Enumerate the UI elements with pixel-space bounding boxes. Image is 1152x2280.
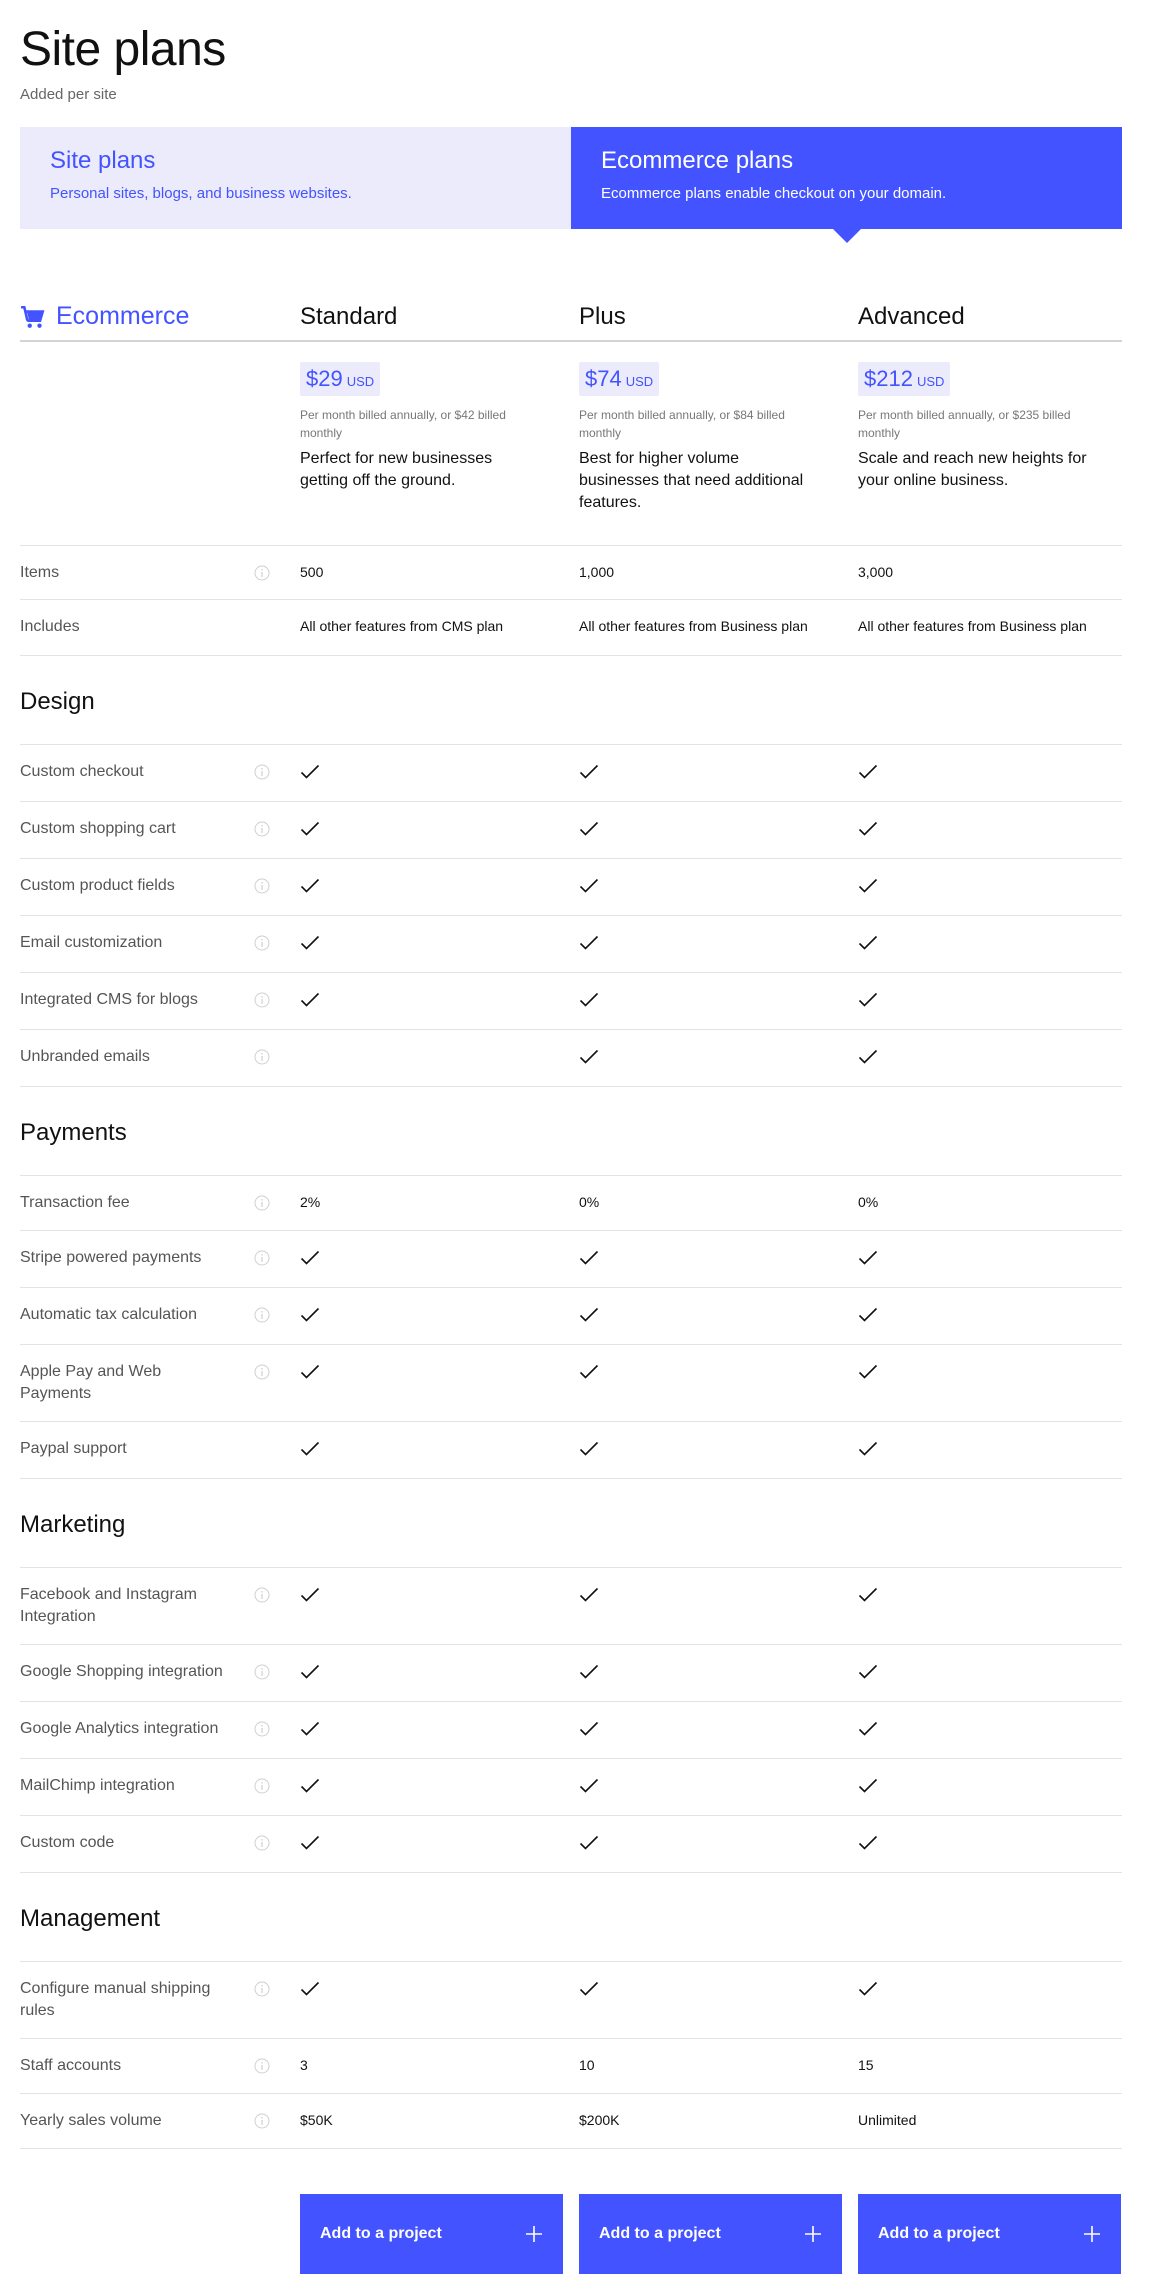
check-icon [858, 1835, 878, 1851]
check-icon [579, 878, 599, 894]
feature-label-text: Unbranded emails [20, 1048, 150, 1065]
feature-label-text: Facebook and Instagram Integration [20, 1586, 197, 1625]
check-icon [300, 1587, 320, 1603]
check-icon [579, 1835, 599, 1851]
price-amount: $74 [585, 366, 622, 391]
check-icon [300, 1981, 320, 1997]
plan-price-advanced [858, 362, 1137, 545]
check-icon [300, 1664, 320, 1680]
feature-value [300, 1978, 579, 2002]
check-icon [858, 878, 878, 894]
feature-value [300, 1247, 579, 1271]
billing-note: Per month billed annually, or $42 billed monthly [300, 408, 506, 440]
check-icon [858, 1364, 878, 1380]
feature-value: All other features from Business plan [579, 618, 808, 634]
feature-value [579, 875, 858, 899]
add-to-project-button-standard[interactable] [300, 2194, 563, 2274]
check-icon [579, 764, 599, 780]
feature-label-text: Custom code [20, 1834, 115, 1851]
feature-value [858, 818, 1137, 842]
shopping-cart-icon [20, 304, 46, 330]
feature-label-text: Paypal support [20, 1440, 127, 1457]
feature-row [20, 2039, 1122, 2094]
feature-value [579, 1304, 858, 1328]
feature-row [20, 1176, 1122, 1231]
page-title: Site plans [20, 23, 226, 76]
button-label: Add to a project [599, 2225, 721, 2242]
feature-label [20, 1438, 300, 1460]
check-icon [300, 764, 320, 780]
check-icon [858, 935, 878, 951]
plus-icon [804, 2225, 822, 2243]
active-tab-arrow [833, 229, 861, 243]
feature-value: Unlimited [858, 2112, 917, 2128]
info-icon[interactable] [254, 1778, 270, 1794]
check-icon [858, 1664, 878, 1680]
check-icon [858, 1049, 878, 1065]
check-icon [858, 1778, 878, 1794]
feature-value [858, 1718, 1137, 1742]
info-icon[interactable] [254, 2113, 270, 2129]
feature-value [300, 932, 579, 956]
feature-value [858, 1584, 1137, 1608]
feature-label-text: Includes [20, 618, 80, 635]
button-label: Add to a project [320, 2225, 442, 2242]
info-icon[interactable] [254, 1364, 270, 1380]
check-icon [858, 1981, 878, 1997]
check-icon [858, 1721, 878, 1737]
feature-row [20, 802, 1122, 859]
feature-value [858, 1361, 1137, 1385]
feature-rows [20, 546, 1122, 2194]
feature-value [579, 989, 858, 1013]
check-icon [300, 935, 320, 951]
check-icon [858, 1250, 878, 1266]
feature-label [20, 2055, 300, 2077]
feature-label [20, 818, 300, 840]
feature-label-text: Google Shopping integration [20, 1663, 223, 1680]
feature-value: 2% [300, 1194, 321, 1210]
check-icon [579, 1664, 599, 1680]
check-icon [579, 1307, 599, 1323]
section-title: Design [20, 656, 1122, 745]
info-icon[interactable] [254, 1307, 270, 1323]
check-icon [300, 1307, 320, 1323]
feature-value [300, 1361, 579, 1385]
section-title: Management [20, 1873, 1122, 1962]
feature-value [300, 818, 579, 842]
tab-title: Ecommerce plans [601, 147, 794, 174]
feature-value [858, 1247, 1137, 1271]
price-badge [858, 362, 950, 396]
plans-header-row [20, 300, 1122, 342]
check-icon [858, 764, 878, 780]
feature-value [300, 761, 579, 785]
feature-label-text: Apple Pay and Web Payments [20, 1363, 162, 1402]
feature-label [20, 1978, 300, 2022]
price-badge [300, 362, 380, 396]
add-to-project-button-advanced[interactable] [858, 2194, 1121, 2274]
check-icon [300, 1721, 320, 1737]
plan-description: Best for higher volume businesses that need additional features. [579, 450, 804, 511]
feature-value [579, 818, 858, 842]
feature-row [20, 1231, 1122, 1288]
check-icon [579, 1778, 599, 1794]
feature-label [20, 1661, 300, 1683]
feature-label [20, 1361, 300, 1405]
feature-value [300, 989, 579, 1013]
check-icon [579, 1721, 599, 1737]
feature-label-text: Custom checkout [20, 763, 144, 780]
plus-icon [525, 2225, 543, 2243]
info-icon[interactable] [254, 764, 270, 780]
feature-label-text: Custom shopping cart [20, 820, 176, 837]
feature-label [20, 1247, 300, 1269]
feature-value: All other features from Business plan [858, 618, 1087, 634]
actions-row [20, 2194, 1122, 2274]
feature-value [579, 1046, 858, 1070]
info-icon[interactable] [254, 1721, 270, 1737]
feature-label-text: Staff accounts [20, 2057, 122, 2074]
feature-row [20, 1288, 1122, 1345]
feature-value [858, 1775, 1137, 1799]
feature-value [858, 875, 1137, 899]
check-icon [579, 1250, 599, 1266]
plan-tabs [20, 127, 1122, 229]
feature-label [20, 616, 300, 638]
feature-row [20, 1568, 1122, 1645]
feature-row [20, 1645, 1122, 1702]
info-icon[interactable] [254, 992, 270, 1008]
feature-label [20, 1046, 300, 1068]
feature-row [20, 1759, 1122, 1816]
price-currency: USD [346, 374, 375, 389]
feature-row [20, 859, 1122, 916]
button-label: Add to a project [878, 2225, 1000, 2242]
feature-value [300, 1832, 579, 1856]
feature-label-text: Google Analytics integration [20, 1720, 219, 1737]
info-icon[interactable] [254, 1195, 270, 1211]
section-title: Marketing [20, 1479, 1122, 1568]
price-badge [579, 362, 659, 396]
info-icon[interactable] [254, 1049, 270, 1065]
price-currency: USD [625, 374, 654, 389]
check-icon [300, 992, 320, 1008]
spacer [20, 2149, 1122, 2194]
plan-description: Scale and reach new heights for your online business. [858, 450, 1087, 489]
feature-label [20, 1192, 300, 1214]
check-icon [858, 821, 878, 837]
feature-label [20, 1304, 300, 1326]
feature-label-text: Items [20, 564, 60, 581]
plan-category [20, 300, 300, 331]
feature-value [300, 1661, 579, 1685]
feature-value [858, 1978, 1137, 2002]
feature-value [579, 1247, 858, 1271]
plan-name-advanced: Advanced [858, 303, 965, 330]
feature-label [20, 1718, 300, 1740]
feature-value [579, 1584, 858, 1608]
feature-row [20, 1702, 1122, 1759]
feature-value [300, 1438, 579, 1462]
feature-value [858, 1046, 1137, 1070]
feature-value [579, 1718, 858, 1742]
feature-label [20, 562, 300, 584]
section-title: Payments [20, 1087, 1122, 1176]
feature-row [20, 1816, 1122, 1873]
feature-label-text: MailChimp integration [20, 1777, 175, 1794]
check-icon [858, 1587, 878, 1603]
check-icon [300, 1250, 320, 1266]
feature-row [20, 600, 1122, 656]
info-icon[interactable] [254, 1981, 270, 1997]
feature-value [300, 1775, 579, 1799]
check-icon [300, 1441, 320, 1457]
feature-label [20, 932, 300, 954]
feature-label [20, 2110, 300, 2132]
check-icon [300, 1778, 320, 1794]
check-icon [579, 821, 599, 837]
feature-value: 1,000 [579, 564, 615, 580]
check-icon [579, 992, 599, 1008]
feature-value [858, 1661, 1137, 1685]
feature-row [20, 546, 1122, 600]
feature-value [300, 1304, 579, 1328]
feature-value [579, 1361, 858, 1385]
price-amount: $212 [864, 366, 913, 391]
feature-value [579, 1775, 858, 1799]
feature-value [300, 875, 579, 899]
check-icon [300, 1364, 320, 1380]
tab-ecommerce-plans[interactable] [571, 127, 1122, 229]
check-icon [579, 1981, 599, 1997]
feature-row [20, 745, 1122, 802]
add-to-project-button-plus[interactable] [579, 2194, 842, 2274]
info-icon[interactable] [254, 935, 270, 951]
feature-row [20, 2094, 1122, 2149]
feature-row [20, 1030, 1122, 1087]
feature-value: 3 [300, 2057, 308, 2073]
feature-value: 0% [579, 1194, 600, 1210]
info-icon[interactable] [254, 565, 270, 581]
feature-label-text: Email customization [20, 934, 163, 951]
feature-label [20, 1832, 300, 1854]
page-subtitle: Added per site [20, 86, 117, 103]
tab-title: Site plans [50, 147, 156, 174]
feature-value: 3,000 [858, 564, 894, 580]
feature-label-text: Stripe powered payments [20, 1249, 202, 1266]
feature-label-text: Automatic tax calculation [20, 1306, 197, 1323]
feature-label [20, 989, 300, 1011]
check-icon [579, 935, 599, 951]
feature-value [579, 932, 858, 956]
feature-value: 0% [858, 1194, 879, 1210]
check-icon [858, 1441, 878, 1457]
feature-label-text: Configure manual shipping rules [20, 1980, 211, 2019]
feature-value [858, 932, 1137, 956]
info-icon[interactable] [254, 878, 270, 894]
tab-site-plans[interactable] [20, 127, 571, 229]
feature-value: 15 [858, 2057, 874, 2073]
check-icon [579, 1364, 599, 1380]
feature-value: All other features from CMS plan [300, 618, 504, 634]
plan-price-plus [579, 362, 858, 545]
feature-value [858, 761, 1137, 785]
price-row [20, 342, 1122, 546]
feature-value [300, 1584, 579, 1608]
feature-value: 10 [579, 2057, 595, 2073]
category-label: Ecommerce [56, 302, 190, 330]
info-icon[interactable] [254, 2058, 270, 2074]
feature-value [858, 1832, 1137, 1856]
feature-label [20, 875, 300, 897]
check-icon [300, 878, 320, 894]
tab-description: Personal sites, blogs, and business websites. [50, 185, 352, 202]
check-icon [858, 1307, 878, 1323]
info-icon[interactable] [254, 1664, 270, 1680]
check-icon [300, 821, 320, 837]
feature-value [858, 989, 1137, 1013]
check-icon [579, 1587, 599, 1603]
feature-value [579, 1832, 858, 1856]
feature-row [20, 973, 1122, 1030]
billing-note: Per month billed annually, or $84 billed monthly [579, 408, 785, 440]
info-icon[interactable] [254, 1835, 270, 1851]
price-currency: USD [916, 374, 945, 389]
feature-row [20, 1962, 1122, 2039]
feature-label [20, 761, 300, 783]
plus-icon [1083, 2225, 1101, 2243]
info-icon[interactable] [254, 1587, 270, 1603]
billing-note: Per month billed annually, or $235 billed monthly [858, 408, 1071, 440]
feature-value: 500 [300, 564, 324, 580]
feature-label-text: Yearly sales volume [20, 2112, 162, 2129]
feature-value: $50K [300, 2112, 333, 2128]
plans-table [20, 300, 1122, 2274]
feature-label-text: Transaction fee [20, 1194, 130, 1211]
check-icon [579, 1441, 599, 1457]
feature-label-text: Custom product fields [20, 877, 175, 894]
feature-value [300, 1718, 579, 1742]
check-icon [579, 1049, 599, 1065]
feature-label-text: Integrated CMS for blogs [20, 991, 198, 1008]
feature-value [858, 1438, 1137, 1462]
feature-value [858, 1304, 1137, 1328]
feature-value [579, 1438, 858, 1462]
feature-value [579, 1661, 858, 1685]
info-icon[interactable] [254, 821, 270, 837]
tab-description: Ecommerce plans enable checkout on your domain. [601, 185, 947, 202]
feature-row [20, 1422, 1122, 1479]
feature-row [20, 1345, 1122, 1422]
feature-label [20, 1775, 300, 1797]
feature-value [579, 1978, 858, 2002]
info-icon[interactable] [254, 1250, 270, 1266]
feature-row [20, 916, 1122, 973]
plan-name-plus: Plus [579, 303, 626, 330]
check-icon [858, 992, 878, 1008]
feature-label [20, 1584, 300, 1628]
check-icon [300, 1835, 320, 1851]
feature-value [579, 761, 858, 785]
price-amount: $29 [306, 366, 343, 391]
feature-value: $200K [579, 2112, 620, 2128]
plan-description: Perfect for new businesses getting off the ground. [300, 450, 493, 489]
plan-name-standard: Standard [300, 303, 398, 330]
plan-price-standard [300, 362, 579, 545]
